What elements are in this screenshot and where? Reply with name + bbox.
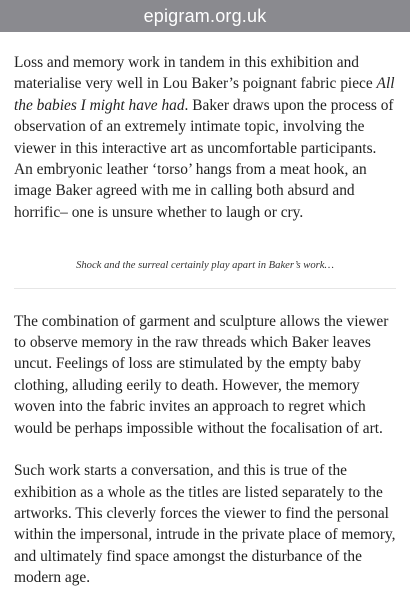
article-paragraph-3: Such work starts a conversation, and this is true of the exhibition as a whole as the titles are listed separately to the artworks. This cleverly forces the viewer to find the personal within the impersonal, intrude in the private place of memory, and ultimately find space amongst the disturbance of the modern age. (14, 462, 396, 587)
paragraph-1-text-end: . Baker draws upon the process of observation of an extremely intimate topic, involving the viewer in this interactive art as uncomfortable participants. An embryonic leather ‘torso’ hangs from a meat hook, an image Baker agreed with me in calling both absurd and horrific– one is unsure whether to laugh or cry. (14, 96, 394, 221)
article-paragraph-2: The combination of garment and sculpture allows the viewer to observe memory in the raw threads which Baker leaves uncut. Feelings of loss are stimulated by the empty baby clothing, alluding eerily to death. However, the memory woven into the fabric invites an approach to regret which would be perhaps impossible without the focalisation of art. (14, 312, 389, 437)
url-text[interactable]: epigram.org.uk (143, 5, 267, 26)
browser-url-bar[interactable] (0, 0, 410, 32)
image-caption-container (14, 253, 396, 288)
article-body (0, 32, 410, 589)
article-paragraph-1 (14, 52, 396, 223)
paragraph-1-text-start: Loss and memory work in tandem in this exhibition and materialise very well in Lou Baker’s poignant fabric piece (14, 54, 377, 93)
artwork-title: All the babies I might have had (14, 75, 395, 114)
image-caption: Shock and the surreal certainly play apart in Baker’s work… (76, 260, 334, 272)
